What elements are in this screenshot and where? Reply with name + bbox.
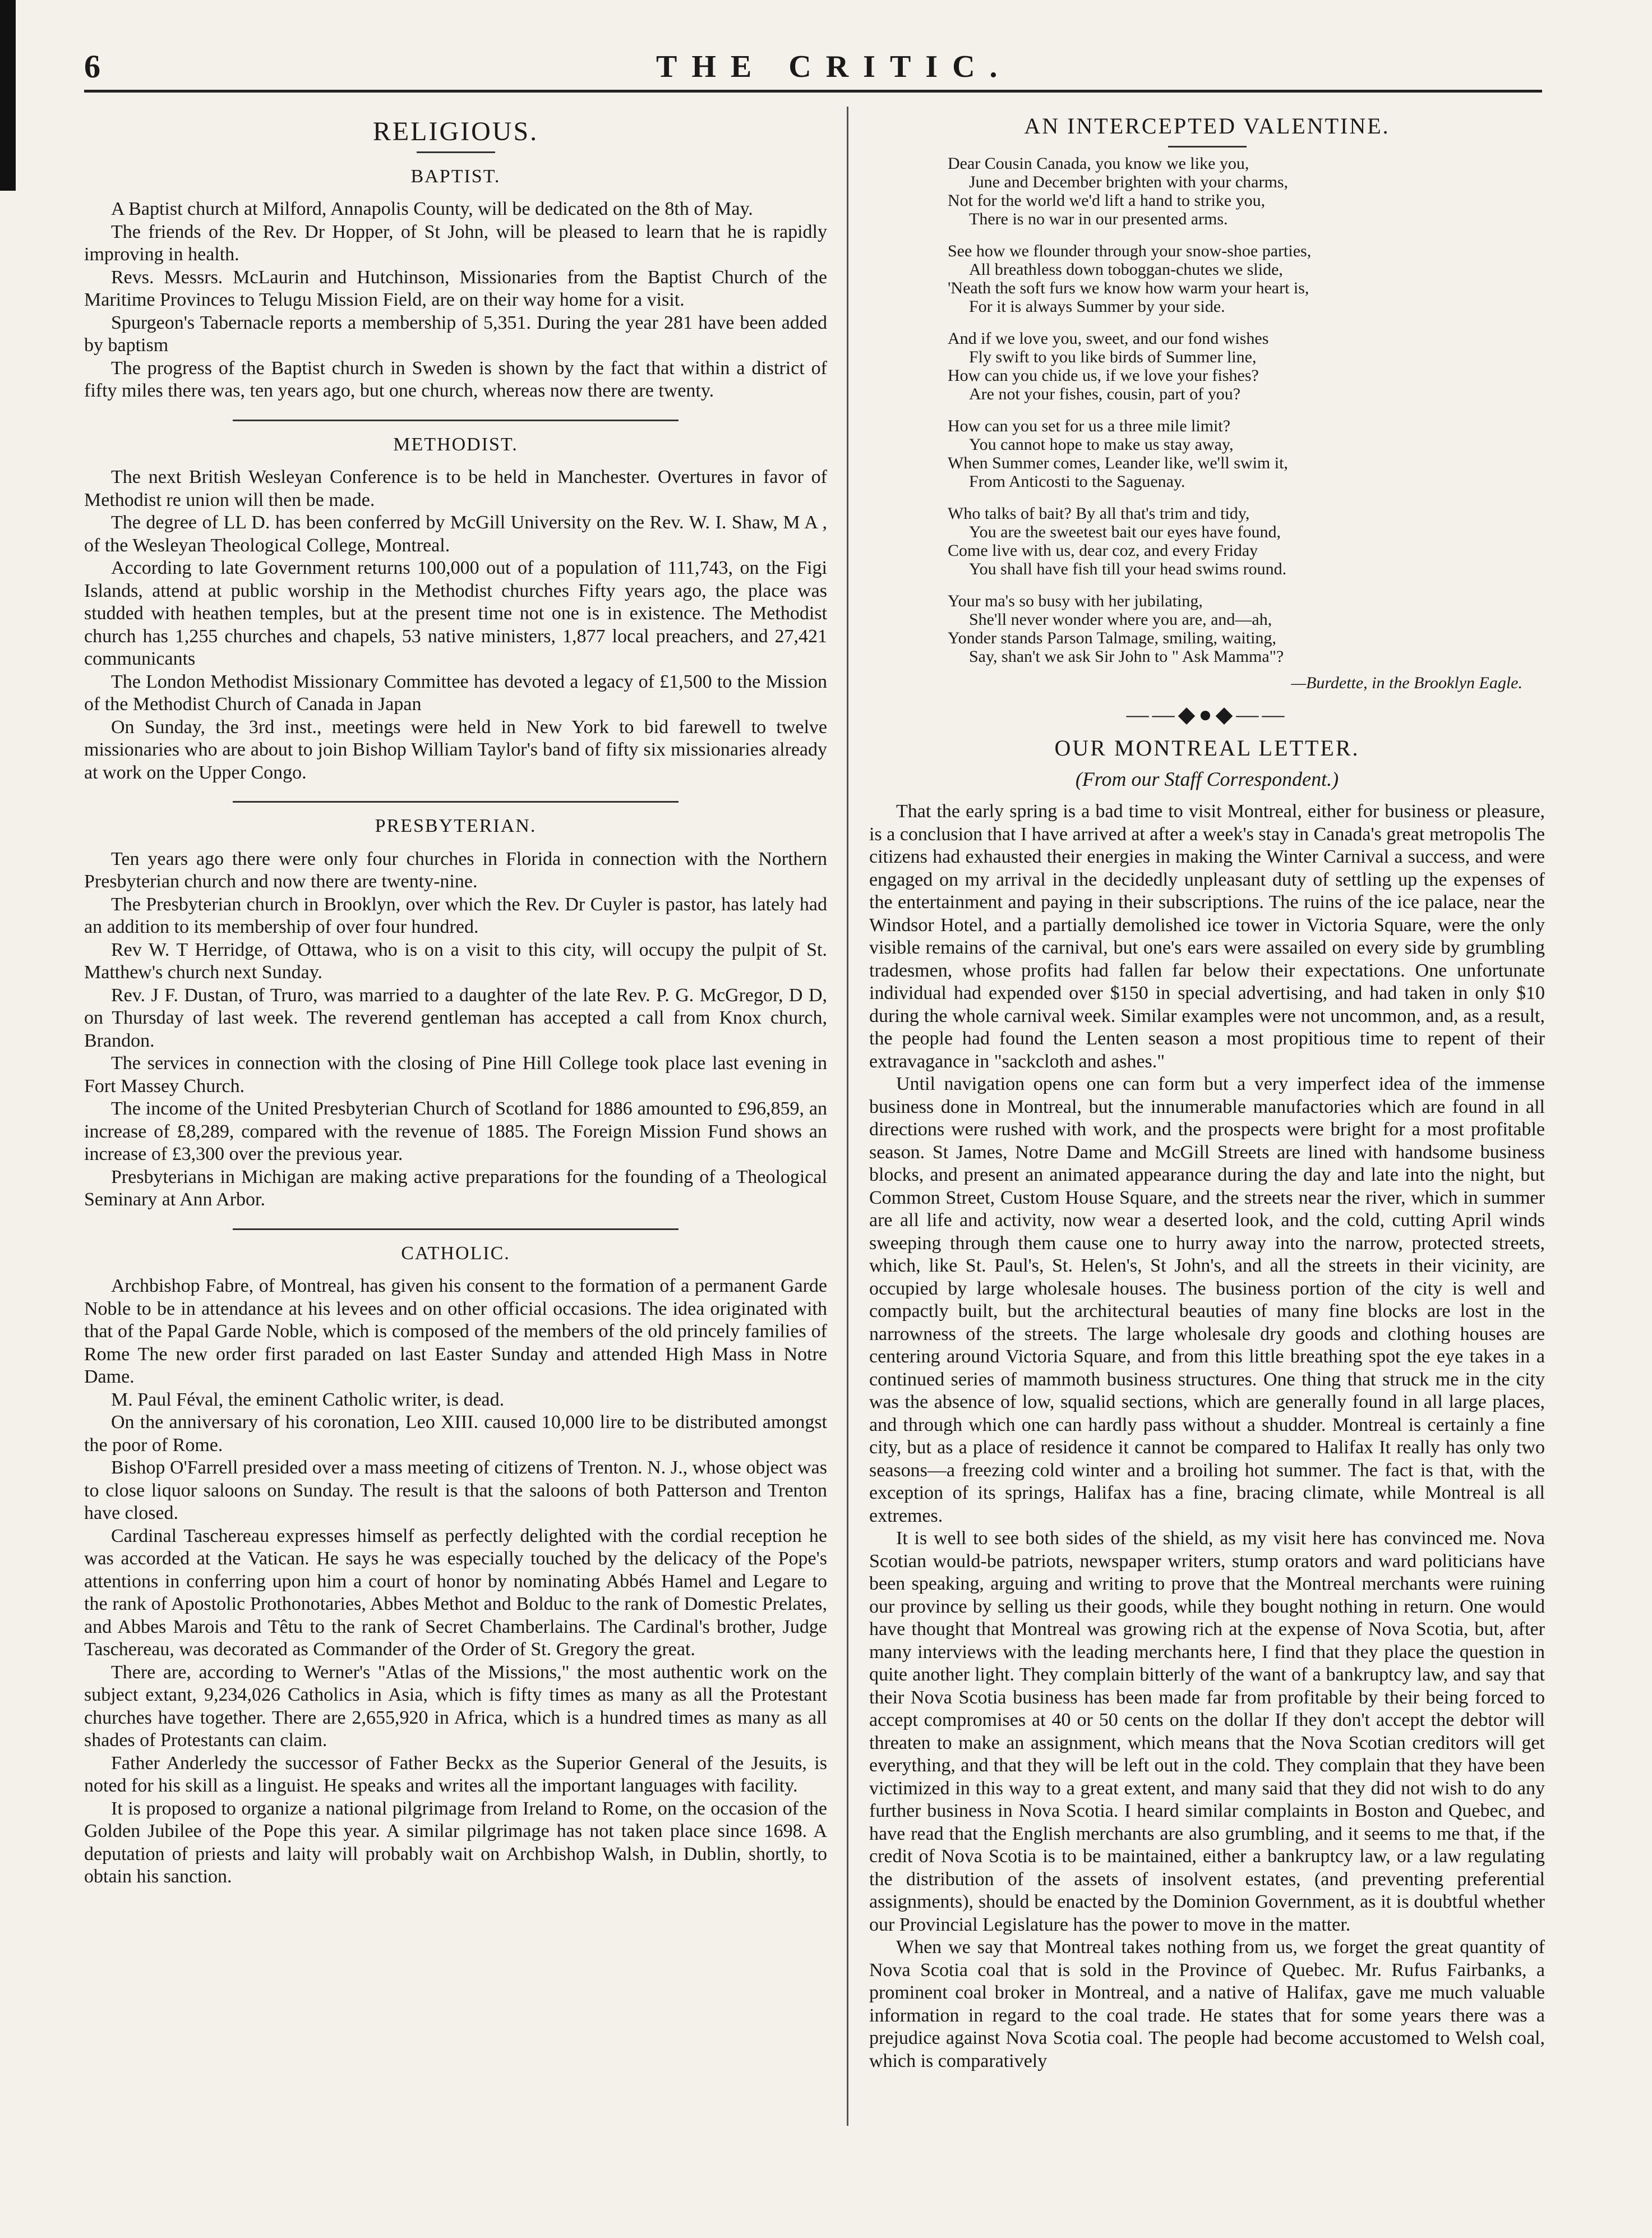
presbyterian-section	[84, 848, 827, 1212]
poem-line: See how we flounder through your snow-shoe parties,	[948, 241, 1312, 260]
article-paragraph: The Presbyterian church in Brooklyn, over which the Rev. Dr Cuyler is pastor, has lately had an addition to its membership of over four hundred.	[84, 894, 827, 937]
article-paragraph: Bishop O'Farrell presided over a mass meeting of citizens of Trenton. N. J., whose object was to close liquor saloons on Sunday. The result is that the saloons of both Patterson and Trenton have closed.	[84, 1457, 827, 1523]
poem-line: How can you chide us, if we love your fishes?	[948, 366, 1259, 385]
article-paragraph: Revs. Messrs. McLaurin and Hutchinson, Missionaries from the Baptist Church of the Maritime Provinces to Telugu Mission Field, are on their way home for a visit.	[84, 266, 827, 310]
article-paragraph: Presbyterians in Michigan are making active preparations for the founding of a Theological Seminary at Ann Arbor.	[84, 1166, 827, 1210]
baptist-section	[84, 198, 827, 403]
poem-line: Fly swift to you like birds of Summer line,	[969, 347, 1257, 366]
right-column	[869, 104, 1545, 2073]
article-paragraph: There are, according to Werner's "Atlas of the Missions," the most authentic work on the subject extant, 9,234,026 Catholics in Asia, which is fifty times as many as all the Protestant churches have together. There are 2,655,920 in Africa, which is a hundred times as many as all shades of Protestants can claim.	[84, 1661, 827, 1751]
article-paragraph: On Sunday, the 3rd inst., meetings were held in New York to bid farewell to twelve missionaries who are about to join Bishop William Taylor's band of fifty six missionaries already at work on the Upper Congo.	[84, 716, 827, 783]
poem-line: Come live with us, dear coz, and every Friday	[948, 541, 1258, 560]
article-paragraph: On the anniversary of his coronation, Leo XIII. caused 10,000 lire to be distributed amongst the poor of Rome.	[84, 1412, 827, 1456]
article-paragraph: The services in connection with the closing of Pine Hill College took place last evening in Fort Massey Church.	[84, 1053, 827, 1097]
poem-line: And if we love you, sweet, and our fond wishes	[948, 329, 1269, 348]
poem-line: 'Neath the soft furs we know how warm your heart is,	[948, 278, 1309, 297]
page-number: 6	[84, 48, 100, 85]
presbyterian-heading: PRESBYTERIAN.	[375, 816, 537, 836]
article-paragraph: Rev W. T Herridge, of Ottawa, who is on a visit to this city, will occupy the pulpit of St. Matthew's church next Sunday.	[84, 939, 827, 983]
poem-stanza	[948, 417, 1545, 491]
poem-line: There is no war in our presented arms.	[969, 209, 1228, 228]
poem-line: She'll never wonder where you are, and—ah,	[969, 610, 1272, 629]
article-paragraph: It is well to see both sides of the shield, as my visit here has convinced me. Nova Scotian would-be patriots, newspaper writers, stump orators and ward politicians have been speaking, arguing and writing to prove that the Montreal merchants were ruining our province by selling us their goods, while they bought nothing in return. One would have thought that Montreal was growing rich at the expense of Nova Scotia, but, after many interviews with the leading merchants here, I find that they place the question in quite another light. They complain bitterly of the want of a bankruptcy law, and say that their Nova Scotia business has been made far from profitable by their being forced to accept compromises at 40 or 50 cents on the dollar If they don't accept the debtor will threaten to make an assignment, which means that the Nova Scotian creditors will get everything, and that they will be left out in the cold. They complain that they have been victimized in this way to a great extent, and many said that they did not wish to do any further business in Nova Scotia. I heard similar complaints in Boston and Quebec, and have read that the English merchants are also grumbling, and it seems to me that, if the credit of Nova Scotia is to be maintained, either a bankruptcy law, or a law regulating the distribution of the assets of insolvent estates, (and preventing preferential assignments), should be enacted by the Dominion Government, as it is doubtful whether our Provincial Legislature has the power to move in the matter.	[869, 1528, 1545, 1935]
article-paragraph: It is proposed to organize a national pilgrimage from Ireland to Rome, on the occasion of the Golden Jubilee of the Pope this year. A similar pilgrimage has not taken place since 1698. A deputation of priests and laity will probably wait on Archbishop Walsh, in Dublin, shortly, to obtain his sanction.	[84, 1798, 827, 1887]
poem-line: Your ma's so busy with her jubilating,	[948, 591, 1203, 610]
article-paragraph: The degree of LL D. has been conferred by McGill University on the Rev. W. I. Shaw, M A , of the Wesleyan Theological College, Montreal.	[84, 512, 827, 556]
poem-line: Say, shan't we ask Sir John to " Ask Mamma"?	[969, 647, 1284, 666]
article-paragraph: Until navigation opens one can form but a very imperfect idea of the immense business done in Montreal, but the innumerable manufactories which are found in all directions were rushed with work, and the prospects were bright for a most profitable season. St James, Notre Dame and McGill Streets are lined with handsome business blocks, and present an animated appearance during the day and late into the night, but Common Street, Custom House Square, and the streets near the river, which in summer are all life and activity, now wear a deserted look, and the cold, cutting April winds sweeping through them cause one to hurry away into the narrow, protected streets, which, like St. Paul's, St. Helen's, St John's, and all the streets in their vicinity, are occupied by large wholesale houses. The business portion of the city is well and compactly built, but the architectural beauties of many fine blocks are lost in the narrowness of the streets. The large wholesale dry goods and clothing houses are centering around Victoria Square, and from this little breathing spot the eye takes in a continued series of mammoth business structures. One thing that struck me in the city was the absence of low, squalid sections, which are generally found in all large places, and through which one can hardly pass without a shudder. Montreal is certainly a fine city, but as a place of residence it cannot be compared to Halifax It really has only two seasons—a freezing cold winter and a broiling hot summer. The fact is that, with the exception of its springs, Halifax has a fine, bracing climate, while Montreal is all extremes.	[869, 1074, 1545, 1526]
poem-line: You cannot hope to make us stay away,	[969, 435, 1234, 454]
column-divider	[847, 107, 848, 2126]
poem-line: You shall have fish till your head swims round.	[969, 559, 1287, 578]
poem-line: When Summer comes, Leander like, we'll swim it,	[948, 453, 1288, 472]
catholic-section	[84, 1275, 827, 1889]
page-header	[84, 48, 1542, 85]
poem-line: You are the sweetest bait our eyes have found,	[969, 522, 1281, 541]
article-paragraph: The friends of the Rev. Dr Hopper, of St John, will be pleased to learn that he is rapidly improving in health.	[84, 221, 827, 265]
article-paragraph: The next British Wesleyan Conference is to be held in Manchester. Overtures in favor of Methodist re union will then be made.	[84, 467, 827, 510]
section-rule	[233, 420, 679, 421]
title-rule	[1168, 146, 1247, 148]
article-paragraph: Rev. J F. Dustan, of Truro, was married to a daughter of the late Rev. P. G. McGregor, D D, on Thursday of last week. The reverend gentleman has accepted a call from Knox church, Brandon.	[84, 984, 827, 1051]
article-paragraph: M. Paul Féval, the eminent Catholic writer, is dead.	[111, 1389, 505, 1410]
article-paragraph: Spurgeon's Tabernacle reports a membership of 5,351. During the year 281 have been added by baptism	[84, 312, 827, 356]
montreal-article	[869, 800, 1545, 2073]
poem-line: How can you set for us a three mile limit?	[948, 416, 1231, 435]
article-paragraph: The progress of the Baptist church in Sweden is shown by the fact that within a district of fifty miles there was, ten years ago, but one church, whereas now there are twenty.	[84, 357, 827, 401]
poem-stanza	[948, 504, 1545, 578]
article-paragraph: Cardinal Taschereau expresses himself as perfectly delighted with the cordial reception he was accorded at the Vatican. He says he was especially touched by the delicacy of the Pope's attentions in conferring upon him a court of honor by nominating Abbés Hamel and Legare to the rank of Apostolic Prothonotaries, Abbes Methot and Bolduc to the rank of Domestic Prelates, and Abbes Marois and Têtu to the rank of Secret Chamberlains. The Cardinal's brother, Judge Taschereau, was decorated as Commander of the Order of St. Gregory the great.	[84, 1525, 827, 1660]
section-rule	[233, 801, 679, 803]
article-paragraph: Archbishop Fabre, of Montreal, has given his consent to the formation of a permanent Garde Noble to be in attendance at his levees and on other official occasions. The idea originated with that of the Papal Garde Noble, which is composed of the members of the old princely families of Rome The new order first paraded on last Easter Sunday and attended High Mass in Notre Dame.	[84, 1275, 827, 1387]
poem-stanza	[948, 154, 1545, 228]
poem-stanza	[948, 592, 1545, 666]
masthead-title: THE CRITIC.	[656, 49, 1012, 84]
religious-title: RELIGIOUS.	[372, 117, 539, 146]
article-paragraph: When we say that Montreal takes nothing from us, we forget the great quantity of Nova Scotia coal that is sold in the Province of Quebec. Mr. Rufus Fairbanks, a prominent coal broker in Montreal, and a native of Halifax, gave me much valuable information in regard to the coal trade. He states that for some years there was a prejudice against Nova Scotia coal. The people had become accustomed to Welsh coal, which is comparatively	[869, 1937, 1545, 2071]
poem-line: Dear Cousin Canada, you know we like you,	[948, 154, 1249, 173]
article-paragraph: The income of the United Presbyterian Church of Scotland for 1886 amounted to £96,859, an increase of £8,289, compared with the revenue of 1885. The Foreign Mission Fund shows an increase of £3,300 over the previous year.	[84, 1098, 827, 1164]
poem-stanza	[948, 242, 1545, 316]
poem-line: Yonder stands Parson Talmage, smiling, waiting,	[948, 628, 1276, 647]
poem-credit: —Burdette, in the Brooklyn Eagle.	[1291, 673, 1522, 692]
methodist-heading: METHODIST.	[393, 434, 518, 455]
poem-line: Not for the world we'd lift a hand to strike you,	[948, 191, 1266, 210]
catholic-heading: CATHOLIC.	[401, 1242, 510, 1264]
poem-line: From Anticosti to the Saguenay.	[969, 472, 1185, 491]
valentine-title: AN INTERCEPTED VALENTINE.	[1024, 113, 1390, 139]
poem-line: Are not your fishes, cousin, part of you?	[969, 384, 1241, 403]
article-paragraph: According to late Government returns 100,000 out of a population of 111,743, on the Figi Islands, attend at public worship in the Methodist churches Fifty years ago, the place was studded with heathen temples, but at the present time not one is in existence. The Methodist church has 1,255 churches and chapels, 53 native ministers, 1,877 local preachers, and 27,421 communicants	[84, 558, 827, 669]
poem-stanza	[948, 329, 1545, 403]
poem-line: Who talks of bait? By all that's trim and tidy,	[948, 504, 1250, 523]
header-rule	[84, 90, 1542, 93]
article-paragraph: Father Anderledy the successor of Father Beckx as the Superior General of the Jesuits, is noted for his skill as a linguist. He speaks and writes all the important languages with facility.	[84, 1752, 827, 1796]
montreal-byline: (From our Staff Correspondent.)	[1075, 767, 1339, 790]
article-paragraph: A Baptist church at Milford, Annapolis County, will be dedicated on the 8th of May.	[111, 199, 753, 219]
ornament-divider: ——◆●◆——	[1126, 701, 1288, 727]
section-rule	[233, 1228, 679, 1230]
article-paragraph: Ten years ago there were only four churches in Florida in connection with the Northern Presbyterian church and now there are twenty-nine.	[84, 848, 827, 892]
montreal-title: OUR MONTREAL LETTER.	[1054, 735, 1360, 761]
poem-line: All breathless down toboggan-chutes we slide,	[969, 260, 1283, 279]
article-paragraph: The London Methodist Missionary Committee has devoted a legacy of £1,500 to the Mission of the Methodist Church of Canada in Japan	[84, 671, 827, 715]
poem-line: June and December brighten with your charms,	[969, 172, 1288, 191]
left-column	[84, 104, 827, 1889]
valentine-poem	[869, 154, 1545, 692]
baptist-heading: BAPTIST.	[410, 165, 501, 187]
title-rule	[417, 151, 495, 153]
poem-line: For it is always Summer by your side.	[969, 297, 1225, 316]
article-paragraph: That the early spring is a bad time to visit Montreal, either for business or pleasure, is a conclusion that I have arrived at after a week's stay in Canada's great metropolis The citizens had exhausted their energies in making the Winter Carnival a success, and were engaged on my arrival in the decidedly unpleasant duty of settling up the expenses of the entertainment and paying in their subscriptions. The ruins of the ice palace, near the Windsor Hotel, and a partially demolished ice tower in Victoria Square, were the only visible remains of the carnival, but one's ears were assailed on every side by grumbling tradesmen, whose profits had fallen far below their expectations. One unfortunate individual had expended over $150 in special advertising, and had taken in only $10 during the whole carnival week. Similar examples were not uncommon, and, as a result, the people had found the Lenten season a most propitious time to repent of their extravagance in "sackcloth and ashes."	[869, 801, 1545, 1072]
methodist-section	[84, 466, 827, 784]
scan-edge-bar	[0, 0, 16, 191]
